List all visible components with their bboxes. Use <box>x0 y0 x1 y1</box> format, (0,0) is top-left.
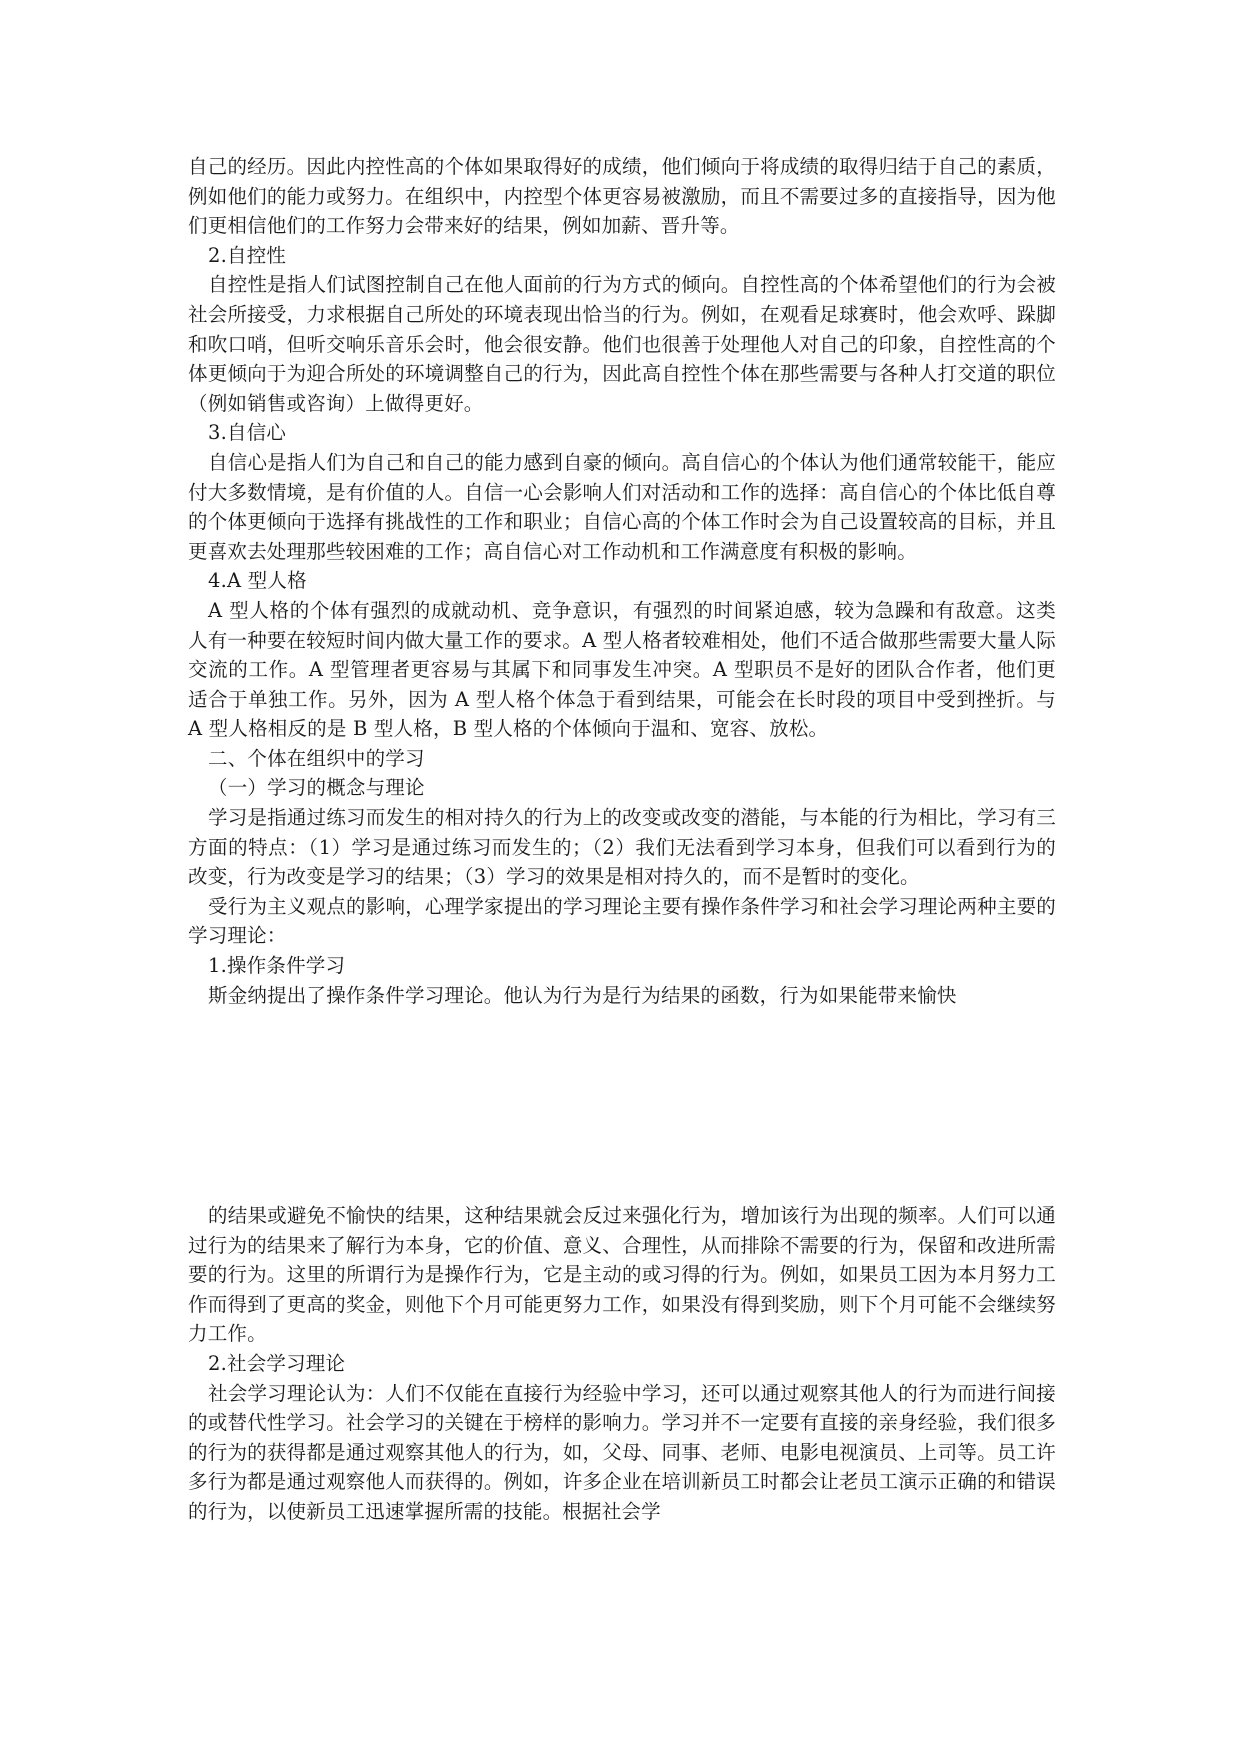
section-heading: 二、个体在组织中的学习 <box>208 746 425 770</box>
paragraph: 社会学习理论认为：人们不仅能在直接行为经验中学习，还可以通过观察其他人的行为而进行间接的或替代性学习。社会学习的关键在于榜样的影响力。学习并不一定要有直接的亲身经验，我们很多的行为的获得都是通过观察其他人的行为，如，父母、同事、老师、电影电视演员、上司等。员工许多行为都是通过观察他人而获得的。例如，许多企业在培训新员工时都会让老员工演示正确的和错误的行为，以使新员工迅速掌握所需的技能。根据社会学 <box>188 1381 1056 1523</box>
paragraph: 斯金纳提出了操作条件学习理论。他认为行为是行为结果的函数，行为如果能带来愉快 <box>208 983 957 1007</box>
paragraph: 自己的经历。因此内控性高的个体如果取得好的成绩，他们倾向于将成绩的取得归结于自己的素质，例如他们的能力或努力。在组织中，内控型个体更容易被激励，而且不需要过多的直接指导，因为他们更相信他们的工作努力会带来好的结果，例如加薪、晋升等。 <box>188 155 1056 238</box>
section-heading: 3.自信心 <box>208 421 287 445</box>
paragraph: 自控性是指人们试图控制自己在他人面前的行为方式的倾向。自控性高的个体希望他们的行为会被社会所接受，力求根据自己所处的环境表现出恰当的行为。例如，在观看足球赛时，他会欢呼、跺脚和吹口哨，但听交响乐音乐会时，他会很安静。他们也很善于处理他人对自己的印象，自控性高的个体更倾向于为迎合所处的环境调整自己的行为，因此高自控性个体在那些需要与各种人打交道的职位（例如销售或咨询）上做得更好。 <box>188 273 1056 415</box>
paragraph: 的结果或避免不愉快的结果，这种结果就会反过来强化行为，增加该行为出现的频率。人们可以通过行为的结果来了解行为本身，它的价值、意义、合理性，从而排除不需要的行为，保留和改进所需要的行为。这里的所谓行为是操作行为，它是主动的或习得的行为。例如，如果员工因为本月努力工作而得到了更高的奖金，则他下个月可能更努力工作，如果没有得到奖励，则下个月可能不会继续努力工作。 <box>188 1204 1056 1346</box>
section-heading: 1.操作条件学习 <box>208 954 346 978</box>
text-block-upper <box>188 152 1056 1010</box>
text-block-lower <box>188 1201 1056 1527</box>
section-heading: 2.社会学习理论 <box>208 1351 346 1375</box>
paragraph: 学习是指通过练习而发生的相对持久的行为上的改变或改变的潜能，与本能的行为相比，学习有三方面的特点：（1）学习是通过练习而发生的；（2）我们无法看到学习本身，但我们可以看到行为的改变，行为改变是学习的结果；（3）学习的效果是相对持久的，而不是暂时的变化。 <box>188 806 1056 889</box>
paragraph: 自信心是指人们为自己和自己的能力感到自豪的倾向。高自信心的个体认为他们通常较能干，能应付大多数情境，是有价值的人。自信一心会影响人们对活动和工作的选择：高自信心的个体比低自尊的个体更倾向于选择有挑战性的工作和职业；自信心高的个体工作时会为自己设置较高的目标，并且更喜欢去处理那些较困难的工作；高自信心对工作动机和工作满意度有积极的影响。 <box>188 450 1056 563</box>
section-heading: 2.自控性 <box>208 243 287 267</box>
section-heading: （一）学习的概念与理论 <box>208 776 425 800</box>
paragraph: 受行为主义观点的影响，心理学家提出的学习理论主要有操作条件学习和社会学习理论两种主要的学习理论： <box>188 894 1056 948</box>
paragraph: A 型人格的个体有强烈的成就动机、竞争意识，有强烈的时间紧迫感，较为急躁和有敌意。这类人有一种要在较短时间内做大量工作的要求。A 型人格者较难相处，他们不适合做那些需要大量人际交流的工作。A 型管理者更容易与其属下和同事发生冲突。A 型职员不是好的团队合作者，他们更适合于单独工作。另外，因为 A 型人格个体急于看到结果，可能会在长时段的项目中受到挫折。与 A 型人格相反的是 B 型人格，B 型人格的个体倾向于温和、宽容、放松。 <box>188 598 1057 741</box>
section-heading: 4.A 型人格 <box>208 569 307 593</box>
